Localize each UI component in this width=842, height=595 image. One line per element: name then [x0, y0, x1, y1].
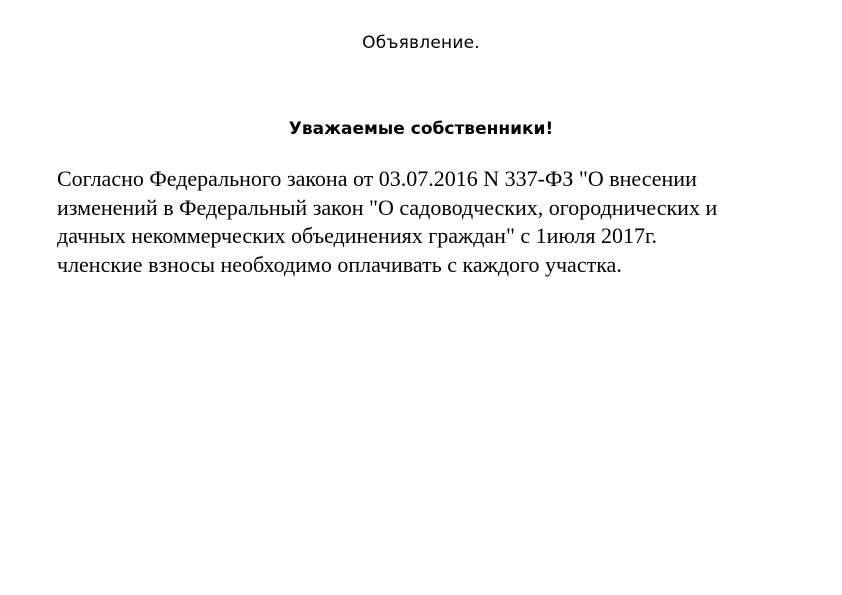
announcement-paragraph	[57, 165, 817, 279]
paragraph-line: Согласно Федерального закона от 03.07.2016 N 337-ФЗ "О внесении	[57, 166, 697, 191]
greeting-heading: Уважаемые собственники!	[288, 119, 554, 139]
paragraph-line: дачных некоммерческих объединениях граждан" с 1июля 2017г.	[57, 223, 657, 248]
paragraph-line: членские взносы необходимо оплачивать с каждого участка.	[57, 251, 622, 277]
paragraph-line: изменений в Федеральный закон "О садоводческих, огороднических и	[57, 194, 718, 220]
announcement-title: Объявление.	[362, 33, 480, 53]
